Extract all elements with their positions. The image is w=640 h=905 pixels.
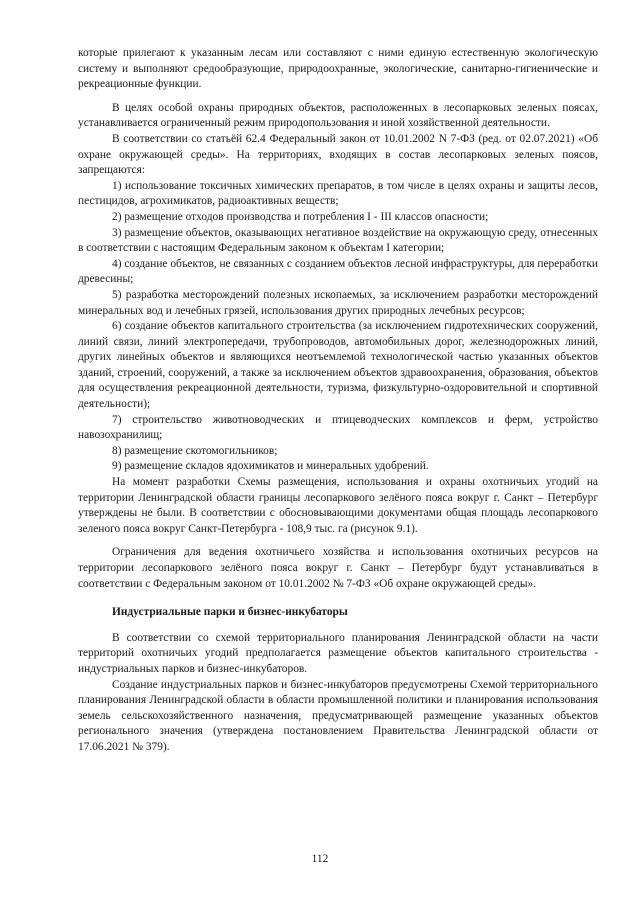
list-item-2: 2) размещение отходов производства и потребления I - III классов опасности;	[112, 210, 489, 223]
paragraph-law-article: В соответствии со статьёй 62.4 Федеральный закон от 10.01.2002 N 7-ФЗ (ред. от 02.07.2021) «Об охране окружающей среды». На территориях, входящих в состав лесопарковых зеленых поясов, запрещаются:	[78, 132, 598, 177]
list-item-6: 6) создание объектов капитального строительства (за исключением гидротехнических сооружений, линий связи, линий электропередачи, трубопроводов, автомобильных дорог, железнодорожных линий, других линейных объектов и являющихся неотъемлемой технологической частью указанных объектов зданий, строений, сооружений, а также за исключением объектов здравоохранения, образования, объектов для осуществления рекреационной деятельности, туризма, физкультурно-оздоровительной и спортивной деятельности);	[78, 320, 598, 411]
section-heading: Индустриальные парки и бизнес-инкубаторы	[112, 606, 348, 619]
list-item-9: 9) размещение складов ядохимикатов и минеральных удобрений.	[112, 460, 429, 473]
list-item-1: 1) использование токсичных химических препаратов, в том числе в целях охраны и защиты лесов, пестицидов, агрохимикатов, радиоактивных веществ;	[78, 179, 598, 208]
paragraph-industrial-parks: Создание индустриальных парков и бизнес-инкубаторов предусмотрены Схемой территориального планирования Ленинградской области в области промышленной политики и планирования использования земель сельскохозяйственного назначения, предусматривающей размещение указанных объектов регионального значения (утверждена постановлением Правительства Ленинградской области от 17.06.2021 № 379).	[78, 678, 598, 753]
list-item-4: 4) создание объектов, не связанных с созданием объектов лесной инфраструктуры, для переработки древесины;	[78, 257, 598, 286]
page-number: 112	[311, 853, 329, 865]
paragraph-territorial-planning: В соответствии со схемой территориального планирования Ленинградской области на части территорий охотничьих угодий предполагается размещение объектов капитального строительства - индустриальных парков и бизнес-инкубаторов.	[78, 631, 598, 675]
list-item-7: 7) строительство животноводческих и птицеводческих комплексов и ферм, устройство навозохранилищ;	[78, 413, 598, 442]
paragraph-hunting-restrictions: Ограничения для ведения охотничьего хозяйства и использования охотничьих ресурсов на территории лесопаркового зелёного пояса вокруг г. Санкт – Петербург будут устанавливаться в соответствии с Федеральным законом от 10.01.2002 № 7-ФЗ «Об охране окружающей среды».	[78, 546, 598, 590]
list-item-3: 3) размещение объектов, оказывающих негативное воздействие на окружающую среду, отнесенных в соответствии с настоящим Федеральным законом к объектам I категории;	[78, 226, 598, 255]
list-item-8: 8) размещение скотомогильников;	[112, 444, 278, 457]
list-item-5: 5) разработка месторождений полезных ископаемых, за исключением разработки месторождений минеральных вод и лечебных грязей, использования других природных лечебных ресурсов;	[78, 288, 598, 317]
paragraph-protection-regime: В целях особой охраны природных объектов, расположенных в лесопарковых зеленых поясах, устанавливается ограниченный режим природопользования и иной хозяйственной деятельности.	[78, 101, 598, 130]
paragraph-continuation: которые прилегают к указанным лесам или составляют с ними единую естественную экологическую систему и выполняют средообразующие, природоохранные, экологические, санитарно-гигиенические и рекреационные функции.	[78, 47, 598, 91]
paragraph-scheme-development: На момент разработки Схемы размещения, использования и охраны охотничьих угодий на территории Ленинградской области границы лесопаркового зелёного пояса вокруг г. Санкт – Петербург утверждены не были. В соответствии с обосновывающими документами общая площадь лесопаркового зеленого пояса вокруг Санкт-Петербурга - 108,9 тыс. га (рисунок 9.1).	[78, 476, 598, 535]
